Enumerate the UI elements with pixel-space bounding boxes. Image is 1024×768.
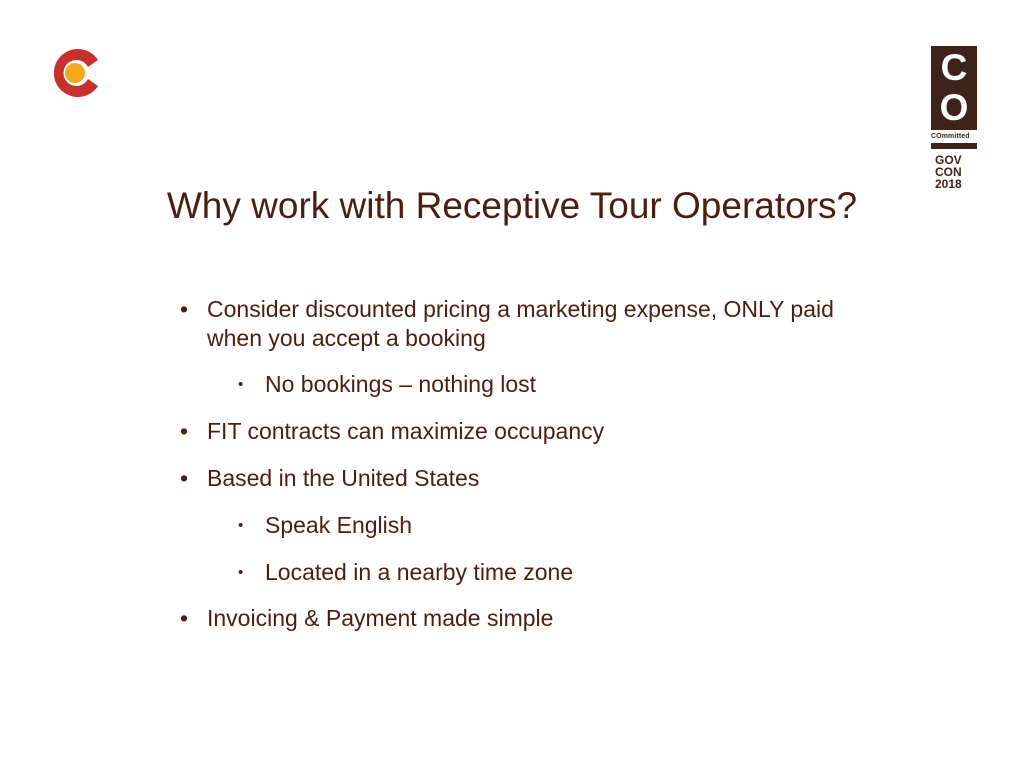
sub-bullet-item [238, 370, 885, 399]
sub-bullet-item [238, 511, 885, 540]
bullet-text: Speak English [265, 512, 413, 538]
logo-event-line: GOV [935, 153, 962, 167]
logo-event-line: CON [935, 165, 962, 179]
logo-tagline: COmmitted [931, 133, 970, 140]
slide-title: Why work with Receptive Tour Operators? [166, 185, 858, 226]
bullet-text: No bookings – nothing lost [265, 371, 537, 397]
bullet-item [180, 604, 887, 633]
bullet-text: Located in a nearby time zone [265, 559, 574, 585]
bullet-dot-icon: • [180, 605, 189, 631]
sub-bullet-dot-icon: • [238, 376, 244, 393]
bullet-text: FIT contracts can maximize occupancy [207, 418, 605, 444]
logo-letter-c: C [940, 47, 968, 88]
bullet-text: Consider discounted pricing a marketing expense, ONLY paid when you accept a booking [207, 296, 834, 351]
sub-bullet-item [238, 558, 885, 587]
bullet-item [180, 295, 887, 353]
bullet-dot-icon: • [180, 465, 189, 491]
bullet-item [180, 417, 887, 446]
bullet-dot-icon: • [180, 296, 189, 322]
sub-bullet-dot-icon: • [238, 564, 244, 581]
bullet-item [180, 464, 887, 493]
bullet-dot-icon: • [180, 418, 189, 444]
logo-letter-o: O [939, 87, 969, 128]
bullet-text: Invoicing & Payment made simple [207, 605, 554, 631]
sub-bullet-dot-icon: • [238, 517, 244, 534]
logo-event-line: 2018 [935, 177, 962, 191]
bullet-text: Based in the United States [207, 465, 480, 491]
